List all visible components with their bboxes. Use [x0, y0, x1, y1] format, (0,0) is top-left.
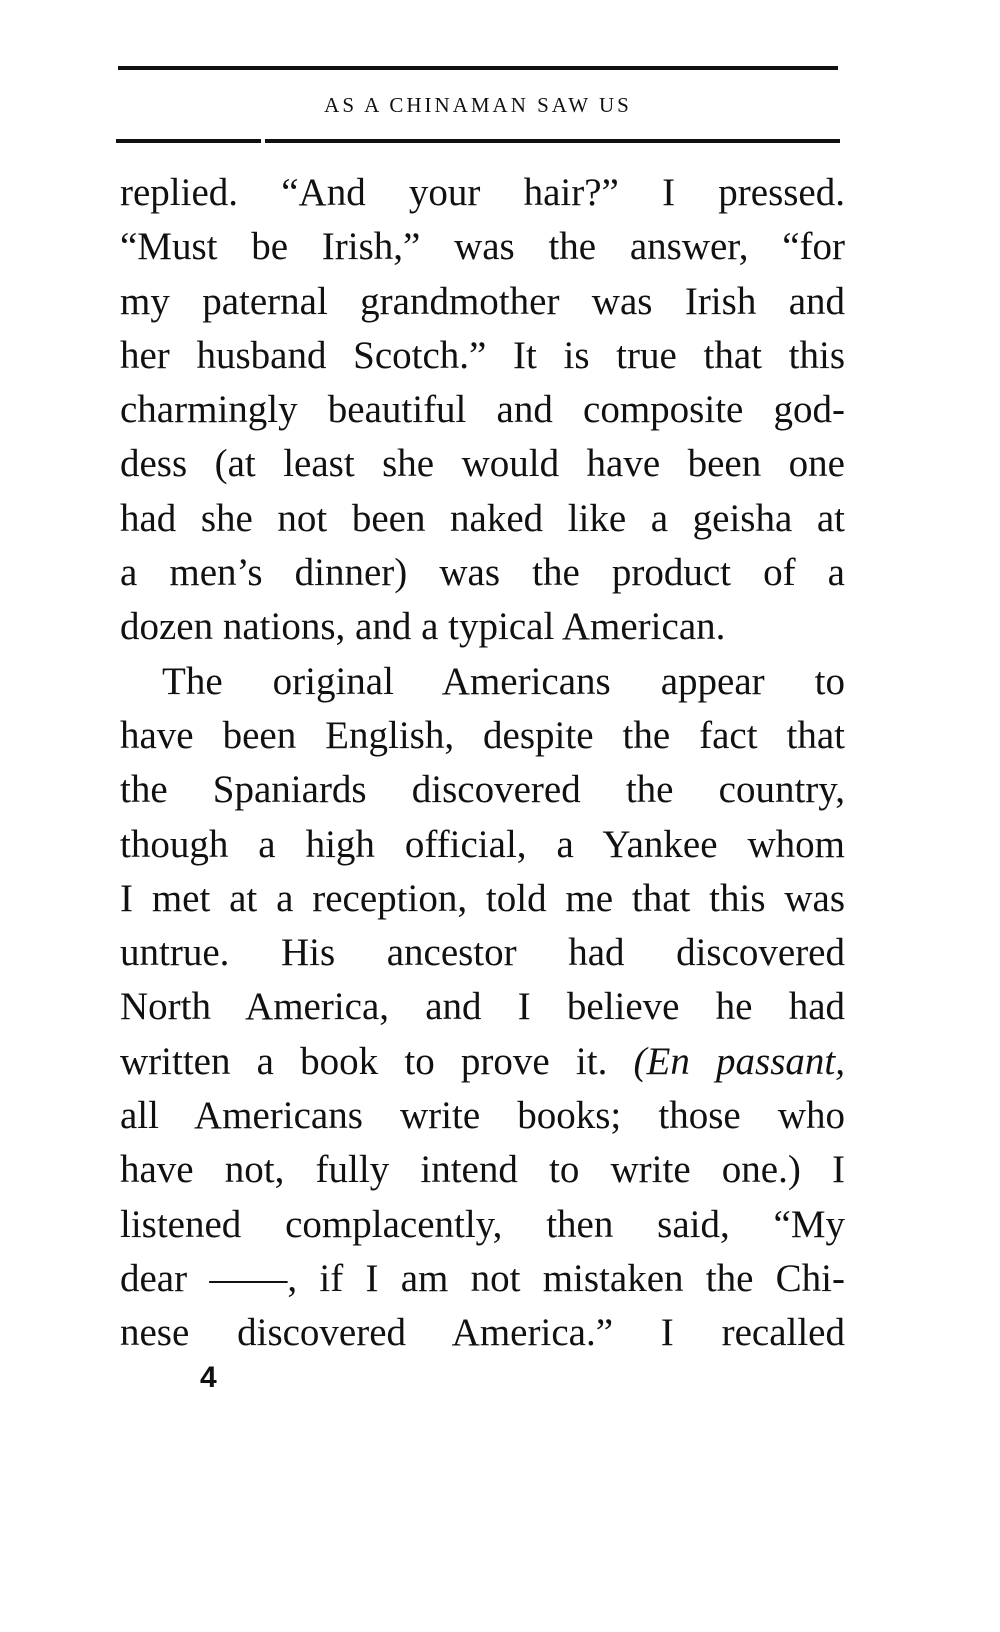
text-line: North America, and I believe he had [120, 985, 845, 1029]
italic-phrase: (En passant, [633, 1039, 845, 1083]
text-line: dozen nations, and a typical American. [120, 605, 726, 649]
text-line: the Spaniards discovered the country, [120, 768, 845, 812]
text-line: have been English, despite the fact that [120, 713, 845, 757]
text-line: The original Americans appear to [162, 659, 845, 703]
header-rule-top [118, 66, 838, 70]
body-text [120, 166, 845, 1361]
text-line: dess (at least she would have been one [120, 442, 845, 486]
text-line: replied. “And your hair?” I pressed. [120, 171, 845, 214]
text-line: charmingly beautiful and composite god- [120, 388, 845, 432]
text-line: listened complacently, then said, “My [120, 1202, 845, 1246]
text-line: her husband Scotch.” It is true that this [120, 333, 845, 377]
text-line: dear ——, if I am not mistaken the Chi- [120, 1256, 845, 1300]
text-segment: written a book to prove it. [120, 1039, 608, 1083]
header-rule-bottom-right [265, 139, 840, 143]
text-line: have not, fully intend to write one.) I [120, 1148, 845, 1192]
text-line: untrue. His ancestor had discovered [120, 931, 845, 975]
text-line: “Must be Irish,” was the answer, “for [120, 225, 845, 269]
text-line: I met at a reception, told me that this was [120, 876, 845, 920]
text-line: all Americans write books; those who [120, 1094, 845, 1138]
header-rule-bottom-left [116, 139, 261, 143]
page-number: 4 [200, 1361, 217, 1394]
text-line: nese discovered America.” I recalled [120, 1311, 845, 1355]
text-line: a men’s dinner) was the product of a [120, 551, 845, 595]
text-line-mixed [120, 1035, 845, 1089]
running-head: AS A CHINAMAN SAW US [324, 93, 632, 117]
text-line: though a high official, a Yankee whom [120, 822, 845, 866]
text-line: had she not been naked like a geisha at [120, 496, 845, 540]
text-line: my paternal grandmother was Irish and [120, 279, 845, 323]
